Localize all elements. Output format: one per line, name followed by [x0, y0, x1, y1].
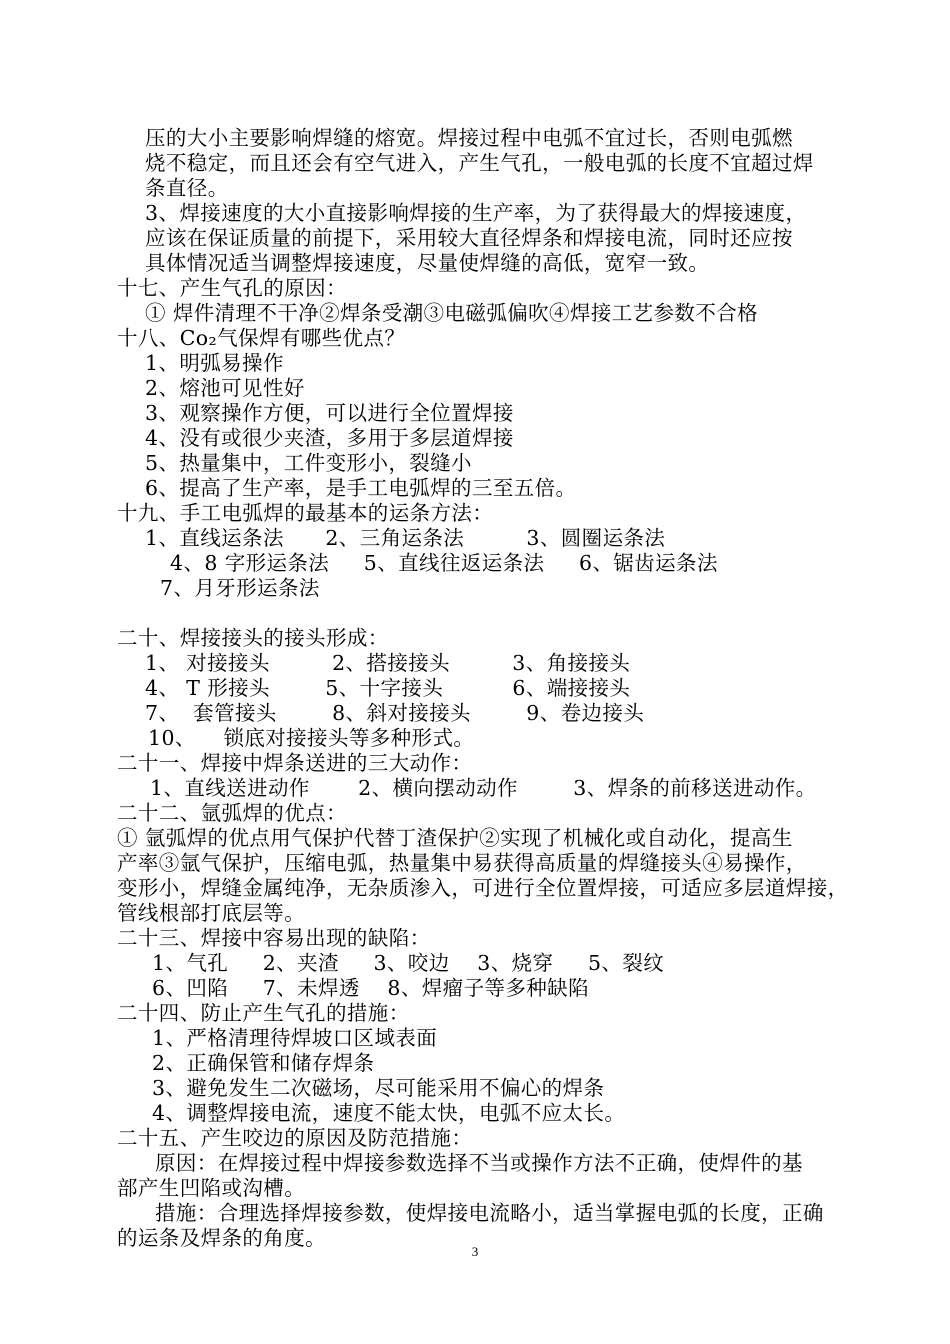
- list-item: 6、提高了生产率，是手工电弧焊的三至五倍。: [145, 476, 577, 500]
- text-line: 原因：在焊接过程中焊接参数选择不当或操作方法不正确，使焊件的基: [155, 1151, 803, 1175]
- text-line: 的运条及焊条的角度。: [117, 1226, 326, 1250]
- text-line: 管线根部打底层等。: [117, 901, 306, 925]
- section-heading: 十九、手工电弧焊的最基本的运条方法：: [117, 501, 494, 525]
- text-line: 变形小，焊缝金属纯净，无杂质渗入，可进行全位置焊接，可适应多层道焊接，: [117, 876, 849, 900]
- page-number: 3: [471, 1244, 479, 1259]
- list-item: 3、观察操作方便，可以进行全位置焊接: [145, 401, 514, 425]
- list-item: 4、调整焊接电流，速度不能太快，电弧不应太长。: [152, 1101, 626, 1125]
- list-item: 1、直线运条法 2、三角运条法 3、圆圈运条法: [145, 526, 666, 550]
- list-item: 2、正确保管和储存焊条: [152, 1051, 375, 1075]
- text-line: 烧不稳定，而且还会有空气进入，产生气孔，一般电弧的长度不宜超过焊: [145, 151, 814, 175]
- section-heading: 二十二、氩弧焊的优点：: [117, 801, 347, 825]
- list-item: 3、避免发生二次磁场，尽可能采用不偏心的焊条: [152, 1076, 605, 1100]
- section-heading: 二十五、产生咬边的原因及防范措施：: [117, 1126, 473, 1150]
- section-heading: 十七、产生气孔的原因：: [117, 276, 347, 300]
- text-line: 压的大小主要影响焊缝的熔宽。焊接过程中电弧不宜过长，否则电弧燃: [145, 126, 793, 150]
- text-line: 措施：合理选择焊接参数，使焊接电流略小，适当掌握电弧的长度，正确: [155, 1201, 824, 1225]
- list-item: 1、直线送进动作 2、横向摆动动作 3、焊条的前移送进动作。: [150, 776, 817, 800]
- list-item: 1、严格清理待焊坡口区域表面: [152, 1026, 438, 1050]
- list-item: 4、 T 形接头 5、十字接头 6、端接接头: [145, 676, 631, 700]
- text-line: 部产生凹陷或沟槽。: [117, 1176, 306, 1200]
- text-line: 3、焊接速度的大小直接影响焊接的生产率，为了获得最大的焊接速度，: [145, 201, 807, 225]
- section-heading: 二十、焊接接头的接头形成：: [117, 626, 389, 650]
- text-line: 具体情况适当调整焊接速度，尽量使焊缝的高低，宽窄一致。: [145, 251, 710, 275]
- list-item: 1、明弧易操作: [145, 351, 284, 375]
- section-heading: 二十一、焊接中焊条送进的三大动作：: [117, 751, 473, 775]
- list-item: 6、凹陷 7、未焊透 8、焊瘤子等多种缺陷: [152, 976, 589, 1000]
- text-line: 应该在保证质量的前提下，采用较大直径焊条和焊接电流，同时还应按: [145, 226, 793, 250]
- section-heading: 十八、Co₂气保焊有哪些优点？: [117, 326, 406, 350]
- section-heading: 二十四、防止产生气孔的措施：: [117, 1001, 410, 1025]
- list-item: 2、熔池可见性好: [145, 376, 305, 400]
- text-line: ① 焊件清理不干净②焊条受潮③电磁弧偏吹④焊接工艺参数不合格: [145, 301, 759, 325]
- text-line: 条直径。: [145, 176, 229, 200]
- list-item: 5、热量集中，工件变形小，裂缝小: [145, 451, 472, 475]
- list-item: 7、月牙形运条法: [160, 576, 320, 600]
- list-item: 1、 对接接头 2、搭接接头 3、角接接头: [145, 651, 631, 675]
- text-line: 产率③氩气保护，压缩电弧，热量集中易获得高质量的焊缝接头④易操作，: [117, 851, 807, 875]
- list-item: 7、 套管接头 8、斜对接接头 9、卷边接头: [145, 701, 645, 725]
- text-line: ① 氩弧焊的优点用气保护代替丁渣保护②实现了机械化或自动化，提高生: [117, 826, 793, 850]
- list-item: 4、8 字形运条法 5、直线往返运条法 6、锯齿运条法: [170, 551, 718, 575]
- list-item: 4、没有或很少夹渣，多用于多层道焊接: [145, 426, 514, 450]
- list-item: 1、气孔 2、夹渣 3、咬边 3、烧穿 5、裂纹: [152, 951, 665, 975]
- list-item: 10、 锁底对接接头等多种形式。: [148, 726, 475, 750]
- section-heading: 二十三、焊接中容易出现的缺陷：: [117, 926, 431, 950]
